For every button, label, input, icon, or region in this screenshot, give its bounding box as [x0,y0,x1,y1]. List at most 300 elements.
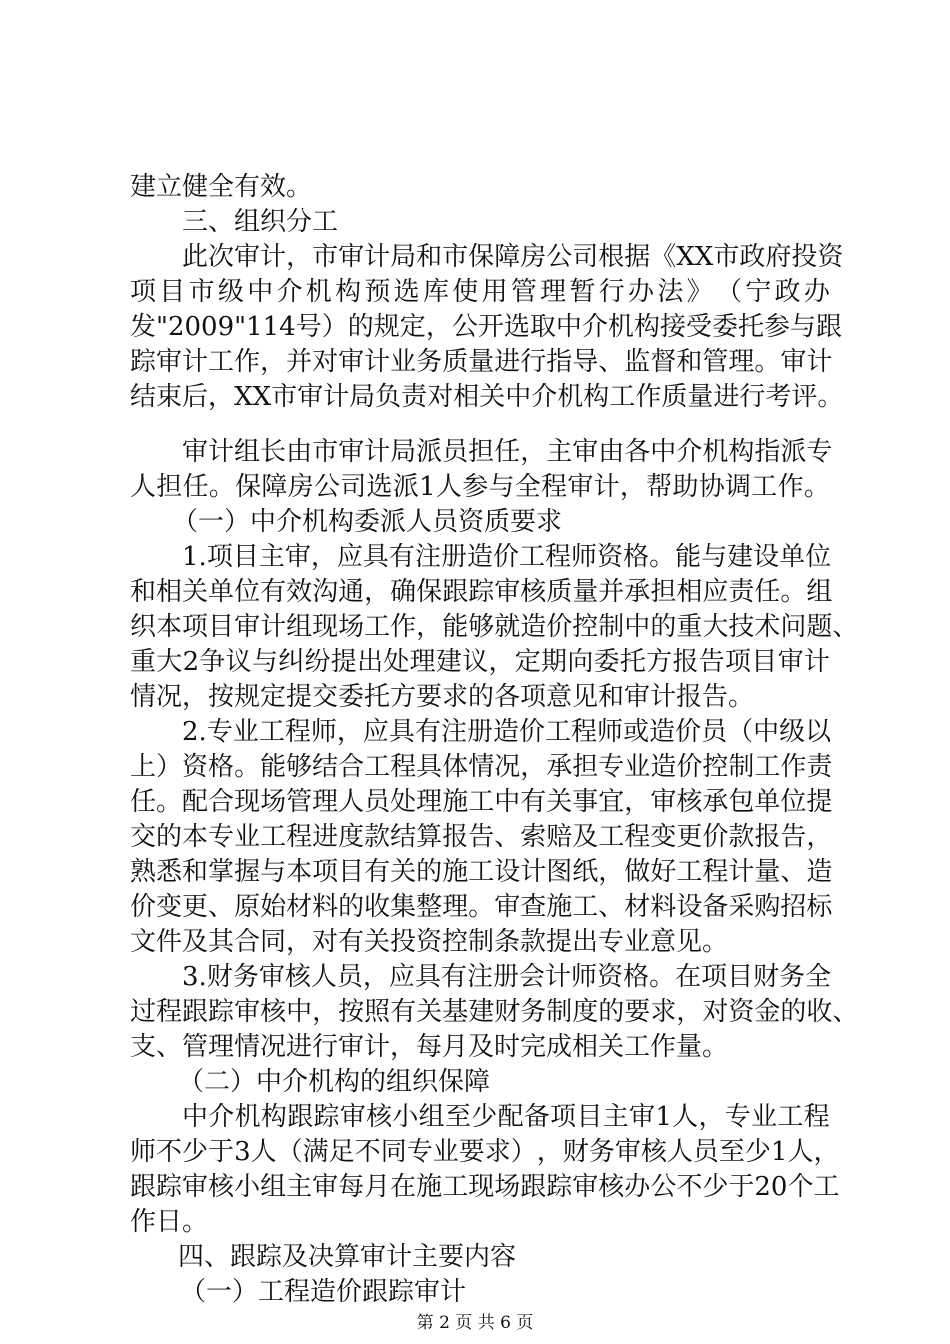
text-glyph: 作 [635,382,662,412]
text-glyph: 工 [260,822,287,852]
text-glyph: 计 [806,347,833,377]
text-glyph: 格 [623,962,650,992]
text-glyph: 专 [406,1137,433,1167]
text-glyph: 工 [519,542,546,572]
text-glyph: 1 [419,472,436,502]
text-glyph: 市 [442,242,469,272]
text-glyph: 办 [628,277,655,307]
text-glyph: 与 [251,647,278,677]
text-glyph: ， [488,647,515,677]
text-glyph: 主 [546,437,573,467]
text-glyph: 程 [702,857,729,887]
text-glyph: 构 [583,382,610,412]
text-glyph: 踪 [313,1102,340,1132]
text-glyph: 现 [312,612,339,642]
text-glyph: 的 [347,312,374,342]
text-glyph: 目 [751,647,778,677]
text-glyph: 造 [650,752,677,782]
text-glyph: 暂 [569,277,596,307]
text-glyph: 选 [393,277,420,307]
text-glyph: 审 [258,962,285,992]
text-glyph: 项 [206,542,233,572]
text-glyph: 程 [390,752,417,782]
text-glyph: 师 [571,962,598,992]
text-glyph: 跟 [287,1102,314,1132]
text-glyph: 报 [442,822,469,852]
text-line [130,610,859,644]
text-glyph: 审 [572,437,599,467]
text-glyph: 作 [777,472,804,502]
text-glyph: 算 [416,822,443,852]
text-glyph: 有 [364,857,391,887]
text-glyph: 用 [481,277,508,307]
text-glyph: 业 [390,347,417,377]
text-glyph: 组 [234,437,261,467]
text-glyph: 参 [462,472,489,502]
text-glyph: 告 [468,822,495,852]
text-glyph: 关 [416,997,443,1027]
text-glyph: 价 [519,717,546,747]
text-glyph: 构 [728,437,755,467]
text-glyph: 与 [260,857,287,887]
text-glyph: 变 [156,892,183,922]
text-glyph: 具 [362,542,389,572]
text-glyph: 业 [624,752,651,782]
text-glyph: 业 [432,1137,459,1167]
text-glyph: 构 [260,1102,287,1132]
text-glyph: 计 [593,472,620,502]
text-glyph: 会 [519,962,546,992]
text-glyph: 机 [702,437,729,467]
text-glyph: 能 [675,542,702,572]
text-glyph: 。 [156,787,183,817]
text-glyph: 工 [751,472,778,502]
text-glyph: 价 [492,542,519,572]
text-glyph: 重 [676,612,703,642]
text-glyph: 程 [545,542,572,572]
text-glyph: 事 [572,787,599,817]
text-glyph: 小 [234,1172,261,1202]
text-glyph: 受 [685,312,712,342]
text-glyph: 项 [130,277,157,307]
text-glyph: 专 [206,717,233,747]
text-glyph: 行 [739,382,766,412]
text-glyph: 考 [765,382,792,412]
text-glyph: 开 [477,312,504,342]
text-glyph: 局 [349,382,376,412]
text-glyph: 机 [305,277,332,307]
text-glyph: 册 [466,717,493,747]
text-glyph: 核 [598,1172,625,1202]
text-glyph: 理 [442,892,469,922]
text-glyph: 作 [780,752,807,782]
text-glyph: 全 [514,472,541,502]
text-glyph: 合 [208,787,235,817]
text-glyph: 工 [442,1172,469,1202]
text-glyph: 人 [787,1137,814,1167]
text-glyph: 程 [803,1102,830,1132]
text-glyph: 接 [659,312,686,342]
text-glyph: 担 [468,437,495,467]
text-glyph: 具 [414,962,441,992]
text-glyph: 过 [130,997,157,1027]
text-glyph: 施 [442,787,469,817]
text-glyph: 质 [442,347,469,377]
text-glyph: 索 [520,822,547,852]
text-glyph: 托 [738,312,765,342]
text-glyph: 。 [817,382,844,412]
text-glyph: 包 [728,787,755,817]
text-glyph: 价 [676,752,703,782]
text-glyph: 、 [832,997,859,1027]
text-glyph: 设 [753,542,780,572]
text-glyph: 赔 [546,822,573,852]
text-glyph: 监 [624,347,651,377]
text-glyph: 有 [414,717,441,747]
text-glyph: 少 [702,1172,729,1202]
text-glyph: 调 [725,472,752,502]
text-glyph: 变 [650,822,677,852]
text-glyph: 此 [182,242,209,272]
text-glyph: 师 [597,717,624,747]
text-glyph: ， [698,1102,725,1132]
text-glyph: 图 [546,857,573,887]
text-glyph: 告 [698,647,725,677]
text-glyph: 责 [401,382,428,412]
text-line [182,240,844,274]
text-glyph: 中 [650,437,677,467]
text-glyph: 任 [494,437,521,467]
text-glyph: 审 [156,347,183,377]
text-glyph: 计 [364,347,391,377]
text-glyph: 市 [713,242,740,272]
text-glyph: 根 [598,242,625,272]
text-glyph: 不 [676,1172,703,1202]
text-glyph: 要 [458,1137,485,1167]
text-glyph: 审 [780,347,807,377]
text-line: 作日。 [130,1207,209,1237]
text-glyph: 组 [260,1172,287,1202]
text-glyph: 关 [546,787,573,817]
text-glyph: 备 [523,1102,550,1132]
text-glyph: 。 [803,472,830,502]
text-glyph: 组 [806,577,833,607]
text-glyph: 介 [581,312,608,342]
text-glyph: 量 [572,577,599,607]
text-glyph: 保 [416,577,443,607]
text-glyph: 的 [416,857,443,887]
text-glyph: 目 [159,277,186,307]
text-glyph: 取 [529,312,556,342]
text-glyph: 专 [724,1102,751,1132]
text-glyph: 。 [649,542,676,572]
text-glyph: 与 [790,312,817,342]
text-glyph: （ [276,1137,303,1167]
text-glyph: 以 [805,717,832,747]
text-glyph: 计 [545,962,572,992]
text-glyph: 结 [130,382,157,412]
text-glyph: 工 [364,612,391,642]
text-glyph: 议 [225,647,252,677]
text-glyph: 按 [338,997,365,1027]
text-glyph: 关 [390,857,417,887]
text-glyph: 全 [805,962,832,992]
section-heading: 四、跟踪及决算审计主要内容 [178,1242,517,1272]
text-glyph: 与 [488,472,515,502]
text-glyph: 确 [390,577,417,607]
text-glyph: 位 [805,542,832,572]
text-glyph: 财 [494,997,521,1027]
text-glyph: 人 [310,962,337,992]
text-glyph: 员 [442,437,469,467]
text-line [130,855,833,889]
text-glyph: 助 [672,472,699,502]
text-glyph: 市 [188,277,215,307]
text-glyph: 核 [366,1102,393,1132]
text-glyph: 定 [514,647,541,677]
text-glyph: 标 [806,892,833,922]
text-glyph: 审 [234,242,261,272]
text-glyph: 担 [650,577,677,607]
text-glyph: 担 [156,472,183,502]
text-line [182,435,833,469]
text-glyph: 收 [364,892,391,922]
text-glyph: 务 [588,1137,615,1167]
text-glyph: 至 [444,1102,471,1132]
text-glyph: 帮 [646,472,673,502]
text-glyph: ， [416,612,443,642]
text-glyph: 员 [364,787,391,817]
text-glyph: 目 [338,857,365,887]
text-glyph: 障 [494,242,521,272]
text-glyph: 造 [492,717,519,747]
text-glyph: 造 [520,612,547,642]
section-heading: 三、组织分工 [182,207,339,237]
text-glyph: ， [598,857,625,887]
text-glyph: 提 [806,787,833,817]
text-glyph: 托 [619,647,646,677]
text-glyph: 处 [383,647,410,677]
text-glyph: 注 [466,962,493,992]
text-glyph: 行 [520,347,547,377]
text-glyph: 。 [234,752,261,782]
text-line [130,1135,840,1169]
text-glyph: 量 [468,347,495,377]
subsection-heading: （一）工程造价跟踪审计 [180,1277,467,1307]
text-glyph: 集 [390,892,417,922]
text-glyph: 建 [727,542,754,572]
text-glyph: 纷 [304,647,331,677]
text-glyph: 报 [672,647,699,677]
text-glyph: 审 [234,997,261,1027]
text-glyph: 计 [208,437,235,467]
text-glyph: 审 [338,242,365,272]
text-glyph: 人 [672,1102,699,1132]
text-glyph: 审 [572,1172,599,1202]
text-glyph: 提 [330,647,357,677]
text-glyph: 审 [297,382,324,412]
text-line: 支、管理情况进行审计，每月及时完成相关工作量。 [130,1032,729,1062]
text-glyph: 审 [494,892,521,922]
text-glyph: 和 [416,242,443,272]
text-glyph: 在 [390,1172,417,1202]
text-glyph: ， [520,752,547,782]
text-glyph: 就 [494,612,521,642]
text-glyph: 主 [602,1102,629,1132]
text-glyph: 各 [624,437,651,467]
text-glyph: 求 [484,1137,511,1167]
text-glyph: ， [364,577,391,607]
text-glyph: 市 [312,437,339,467]
text-glyph: ） [321,312,348,342]
text-glyph: 质 [546,577,573,607]
text-glyph: 目 [727,962,754,992]
text-glyph: 派 [416,437,443,467]
text-glyph: 料 [650,892,677,922]
text-glyph: 踪 [156,1172,183,1202]
text-glyph: 造 [649,717,676,747]
text-glyph: 3. [182,962,207,992]
text-glyph: 册 [440,542,467,572]
text-glyph: 构 [335,277,362,307]
text-glyph: 主 [258,542,285,572]
text-glyph: 有 [390,997,417,1027]
text-glyph: 工 [609,382,636,412]
text-glyph: 造 [466,542,493,572]
text-glyph: ， [286,242,313,272]
text-glyph: 月 [364,1172,391,1202]
text-glyph: 业 [751,1102,778,1132]
text-glyph: 《 [650,242,677,272]
text-glyph: 册 [492,962,519,992]
text-glyph: 指 [754,437,781,467]
text-glyph: 问 [780,612,807,642]
text-glyph: 理 [540,277,567,307]
text-glyph: 业 [232,717,259,747]
text-glyph: 司 [572,242,599,272]
text-glyph: ， [520,437,547,467]
text-glyph: 踪 [130,347,157,377]
text-line [182,540,830,574]
text-line [130,470,830,504]
text-glyph: 审 [629,1102,656,1132]
text-glyph: ， [806,822,833,852]
text-glyph: 够 [286,752,313,782]
text-glyph: 施 [416,1172,443,1202]
text-glyph: 审 [338,347,365,377]
text-glyph: 2. [182,717,207,747]
text-glyph: 介 [531,382,558,412]
text-glyph: 告 [780,822,807,852]
text-glyph: 施 [442,857,469,887]
text-glyph: 好 [650,857,677,887]
text-glyph: 管 [702,347,729,377]
text-glyph: 据 [624,242,651,272]
text-glyph: 计 [728,857,755,887]
text-glyph: 核 [520,577,547,607]
text-glyph: 审 [777,647,804,677]
text-glyph: 场 [260,787,287,817]
text-glyph: 造 [806,857,833,887]
text-glyph: 少 [744,1137,771,1167]
text-glyph: 介 [276,277,303,307]
text-glyph: 技 [728,612,755,642]
text-glyph: 少 [471,1102,498,1132]
text-glyph: 协 [698,472,725,502]
text-glyph: 情 [468,752,495,782]
text-glyph: 员 [701,717,728,747]
text-glyph: 熟 [130,857,157,887]
text-glyph: 有 [520,787,547,817]
text-glyph: 师 [310,717,337,747]
text-glyph: 项 [182,612,209,642]
text-glyph: ） [510,1137,537,1167]
text-glyph: 跟 [182,997,209,1027]
text-glyph: 业 [234,822,261,852]
text-line [182,960,830,994]
text-line [130,890,833,924]
text-glyph: 员 [336,962,363,992]
text-glyph: 相 [453,382,480,412]
text-glyph: 配 [182,787,209,817]
text-glyph: 项 [550,1102,577,1132]
text-glyph: 踪 [208,997,235,1027]
text-glyph: 和 [130,577,157,607]
text-glyph: 中 [286,997,313,1027]
text-glyph: 整 [416,892,443,922]
text-glyph: 中 [505,382,532,412]
text-glyph: ， [362,962,389,992]
text-glyph: 纸 [572,857,599,887]
text-glyph: 工 [468,857,495,887]
text-glyph: 于 [728,1172,755,1202]
text-glyph: 房 [520,242,547,272]
text-glyph: 府 [765,242,792,272]
text-glyph: 处 [390,787,417,817]
text-glyph: 政 [739,242,766,272]
text-glyph: 价 [546,612,573,642]
text-glyph: 1 [655,1102,672,1132]
text-glyph: 的 [338,892,365,922]
text-glyph: 大 [702,612,729,642]
text-glyph: 主 [286,1172,313,1202]
text-glyph: 委 [711,312,738,342]
text-glyph: 场 [338,612,365,642]
text-glyph: 担 [572,752,599,782]
text-glyph: 负 [375,382,402,412]
text-glyph: 工 [598,822,625,852]
text-line: 文件及其合同，对有关投资控制条款提出专业意见。 [130,927,729,957]
text-glyph: 结 [312,752,339,782]
text-glyph: 中 [182,1102,209,1132]
text-line [130,345,833,379]
text-glyph: 大 [156,647,183,677]
text-glyph: 行 [598,277,625,307]
text-glyph: ， [310,542,337,572]
text-glyph: ， [676,997,703,1027]
text-glyph: 格 [623,542,650,572]
text-glyph: 对 [312,347,339,377]
text-glyph: 单 [754,787,781,817]
text-glyph: 照 [364,997,391,1027]
text-glyph: 对 [702,997,729,1027]
text-line [130,820,833,854]
text-glyph: 、 [494,822,521,852]
text-glyph: 库 [422,277,449,307]
text-glyph: 务 [779,962,806,992]
text-glyph: 握 [234,857,261,887]
text-glyph: 市 [312,242,339,272]
